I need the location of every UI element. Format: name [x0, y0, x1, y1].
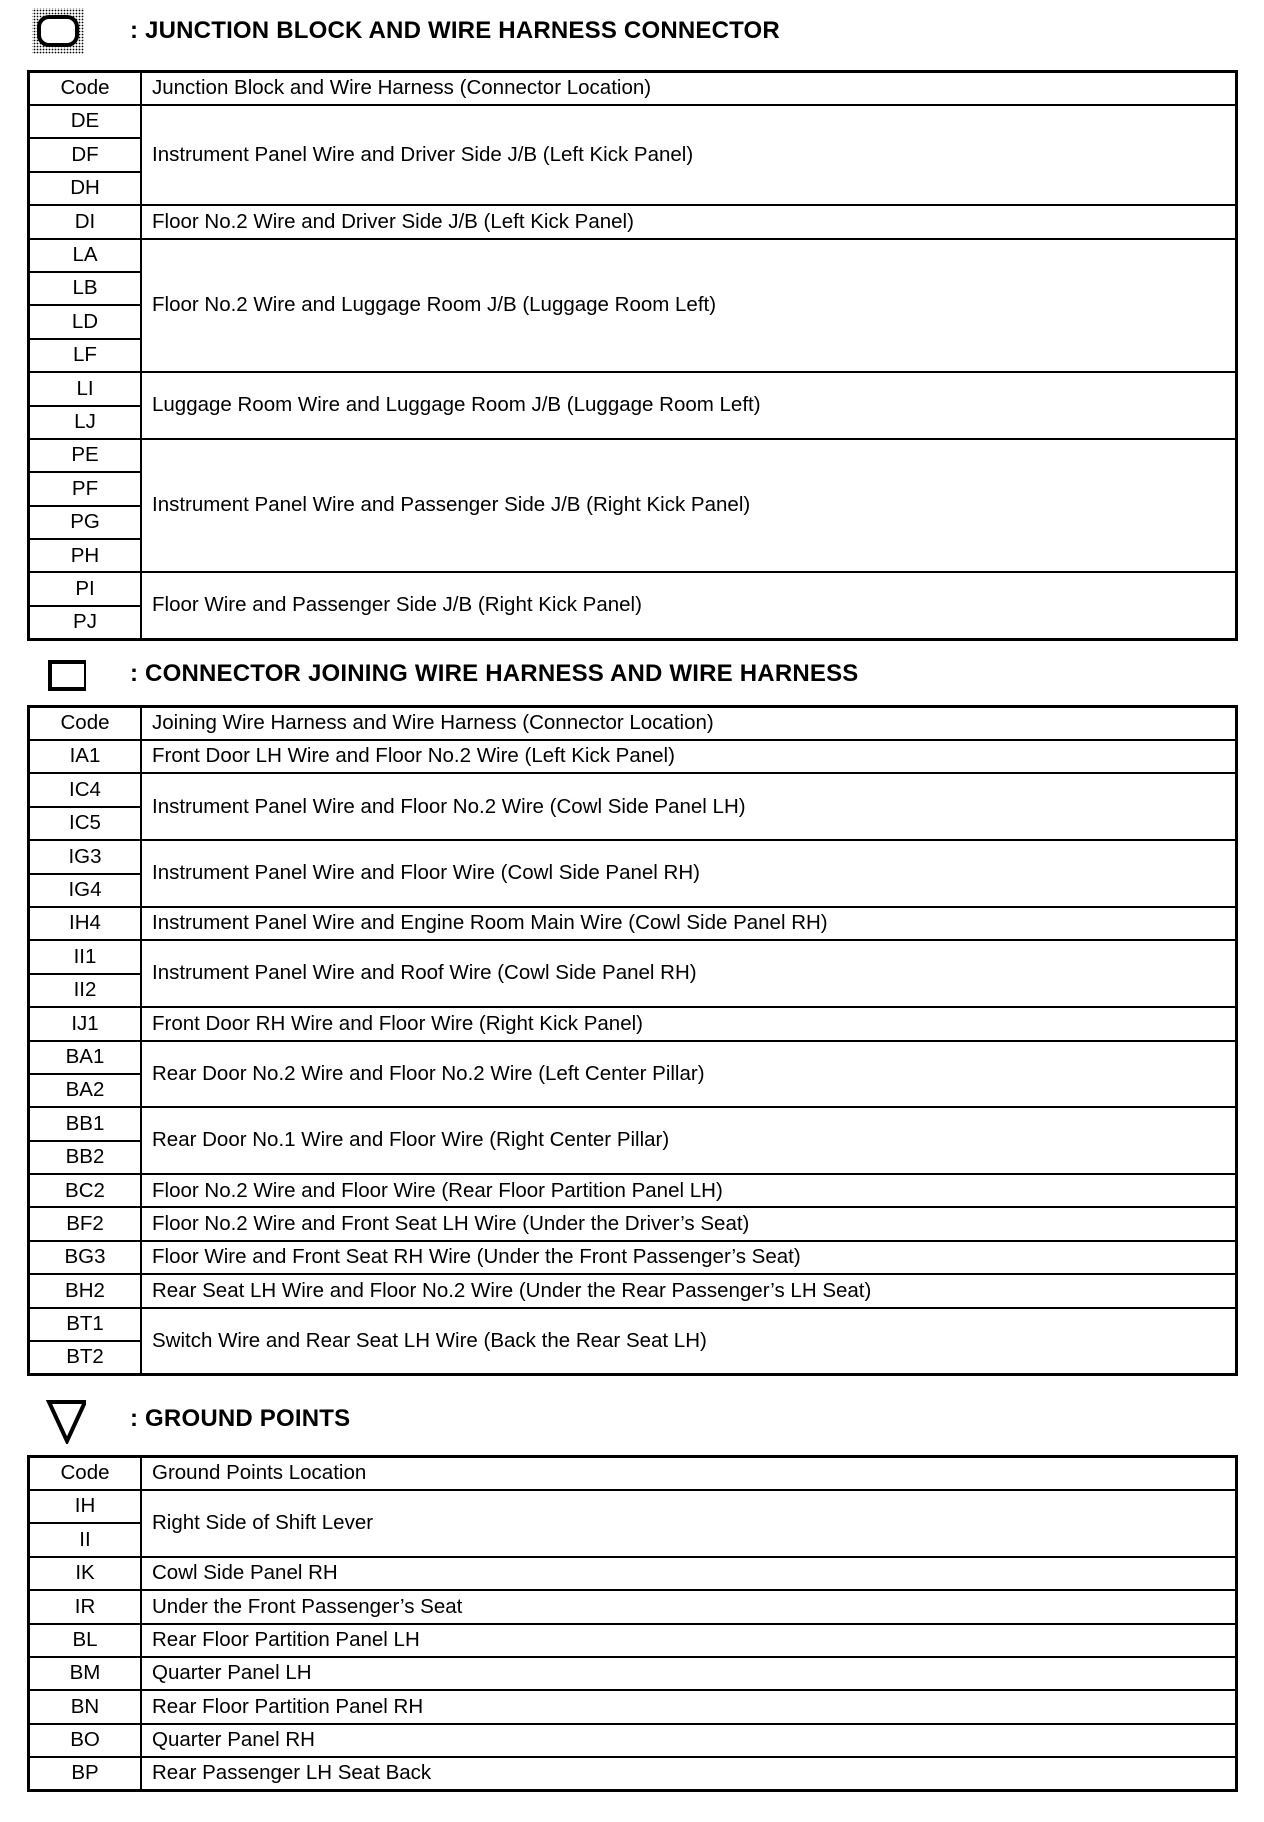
code-cell: LI	[29, 372, 142, 405]
code-cell: PG	[29, 506, 142, 539]
code-cell: IC4	[29, 773, 142, 806]
table-row	[29, 1241, 1237, 1274]
code-cell: PE	[29, 439, 142, 472]
code-cell: PF	[29, 472, 142, 505]
table-row	[29, 1490, 1237, 1523]
code-cell: PJ	[29, 606, 142, 639]
location-cell: Floor No.2 Wire and Front Seat LH Wire (Under the Driver’s Seat)	[141, 1207, 1237, 1240]
table-row	[29, 1174, 1237, 1207]
code-cell: BO	[29, 1724, 142, 1757]
location-cell: Rear Door No.1 Wire and Floor Wire (Right Center Pillar)	[141, 1107, 1237, 1174]
code-cell: BG3	[29, 1241, 142, 1274]
table-row	[29, 1007, 1237, 1040]
header-code: Code	[29, 1457, 142, 1491]
location-cell: Right Side of Shift Lever	[141, 1490, 1237, 1557]
table-row	[29, 1557, 1237, 1590]
table-row	[29, 740, 1237, 773]
code-cell: IR	[29, 1590, 142, 1623]
code-cell: LD	[29, 305, 142, 338]
table-row	[29, 1624, 1237, 1657]
code-cell: IK	[29, 1557, 142, 1590]
table-row	[29, 1724, 1237, 1757]
code-cell: BH2	[29, 1274, 142, 1307]
ground-points-table	[27, 1455, 1238, 1792]
header-location: Joining Wire Harness and Wire Harness (Connector Location)	[141, 707, 1237, 741]
table-row	[29, 1590, 1237, 1623]
code-cell: BB2	[29, 1141, 142, 1174]
location-cell: Quarter Panel RH	[141, 1724, 1237, 1757]
code-cell: BN	[29, 1690, 142, 1723]
code-cell: BC2	[29, 1174, 142, 1207]
connector-table	[27, 705, 1238, 1376]
location-cell: Floor Wire and Front Seat RH Wire (Under the Front Passenger’s Seat)	[141, 1241, 1237, 1274]
table-row	[29, 239, 1237, 272]
location-cell: Cowl Side Panel RH	[141, 1557, 1237, 1590]
location-cell: Instrument Panel Wire and Floor Wire (Cowl Side Panel RH)	[141, 840, 1237, 907]
location-cell: Instrument Panel Wire and Floor No.2 Wire (Cowl Side Panel LH)	[141, 773, 1237, 840]
header-location: Ground Points Location	[141, 1457, 1237, 1491]
code-cell: IH4	[29, 907, 142, 940]
location-cell: Rear Floor Partition Panel LH	[141, 1624, 1237, 1657]
header-location: Junction Block and Wire Harness (Connector Location)	[141, 72, 1237, 106]
code-cell: DI	[29, 205, 142, 238]
location-cell: Rear Door No.2 Wire and Floor No.2 Wire (Left Center Pillar)	[141, 1041, 1237, 1108]
code-cell: II2	[29, 974, 142, 1007]
location-cell: Floor Wire and Passenger Side J/B (Right Kick Panel)	[141, 572, 1237, 639]
location-cell: Floor No.2 Wire and Luggage Room J/B (Luggage Room Left)	[141, 239, 1237, 373]
section2-heading	[30, 649, 859, 699]
code-cell: BA2	[29, 1074, 142, 1107]
code-cell: BL	[29, 1624, 142, 1657]
code-cell: BT2	[29, 1341, 142, 1374]
code-cell: BP	[29, 1757, 142, 1790]
table-row	[29, 205, 1237, 238]
location-cell: Instrument Panel Wire and Driver Side J/B (Left Kick Panel)	[141, 105, 1237, 205]
code-cell: IG3	[29, 840, 142, 873]
code-cell: PI	[29, 572, 142, 605]
table-row	[29, 840, 1237, 873]
location-cell: Instrument Panel Wire and Engine Room Main Wire (Cowl Side Panel RH)	[141, 907, 1237, 940]
code-cell: PH	[29, 539, 142, 572]
table-row	[29, 1757, 1237, 1790]
code-cell: BA1	[29, 1041, 142, 1074]
location-cell: Quarter Panel LH	[141, 1657, 1237, 1690]
table-row	[29, 773, 1237, 806]
code-cell: LF	[29, 339, 142, 372]
table-row	[29, 439, 1237, 472]
location-cell: Rear Passenger LH Seat Back	[141, 1757, 1237, 1790]
code-cell: BB1	[29, 1107, 142, 1140]
section2-title: : CONNECTOR JOINING WIRE HARNESS AND WIRE HARNESS	[130, 660, 859, 687]
code-cell: LA	[29, 239, 142, 272]
table-header-row	[29, 72, 1237, 106]
code-cell: II	[29, 1523, 142, 1556]
location-cell: Rear Floor Partition Panel RH	[141, 1690, 1237, 1723]
location-cell: Instrument Panel Wire and Passenger Side J/B (Right Kick Panel)	[141, 439, 1237, 573]
code-cell: LJ	[29, 406, 142, 439]
code-cell: LB	[29, 272, 142, 305]
code-cell: IJ1	[29, 1007, 142, 1040]
code-cell: II1	[29, 940, 142, 973]
location-cell: Floor No.2 Wire and Driver Side J/B (Left Kick Panel)	[141, 205, 1237, 238]
section1-title: : JUNCTION BLOCK AND WIRE HARNESS CONNECTOR	[130, 17, 780, 44]
code-cell: BF2	[29, 1207, 142, 1240]
code-cell: IC5	[29, 807, 142, 840]
table-row	[29, 907, 1237, 940]
table-header-row	[29, 1457, 1237, 1491]
code-cell: DE	[29, 105, 142, 138]
table-row	[29, 1274, 1237, 1307]
table-row	[29, 1107, 1237, 1140]
table-row	[29, 372, 1237, 405]
location-cell: Rear Seat LH Wire and Floor No.2 Wire (Under the Rear Passenger’s LH Seat)	[141, 1274, 1237, 1307]
table-row	[29, 572, 1237, 605]
location-cell: Switch Wire and Rear Seat LH Wire (Back the Rear Seat LH)	[141, 1308, 1237, 1375]
connector-square-icon	[30, 649, 102, 699]
code-cell: BT1	[29, 1308, 142, 1341]
table-row	[29, 940, 1237, 973]
section3-title: : GROUND POINTS	[130, 1405, 351, 1432]
section1-heading	[30, 6, 780, 56]
code-cell: IA1	[29, 740, 142, 773]
location-cell: Floor No.2 Wire and Floor Wire (Rear Floor Partition Panel LH)	[141, 1174, 1237, 1207]
code-cell: DF	[29, 138, 142, 171]
code-cell: DH	[29, 172, 142, 205]
code-cell: IG4	[29, 874, 142, 907]
section3-heading	[30, 1394, 350, 1444]
table-row	[29, 1657, 1237, 1690]
header-code: Code	[29, 707, 142, 741]
location-cell: Under the Front Passenger’s Seat	[141, 1590, 1237, 1623]
code-cell: BM	[29, 1657, 142, 1690]
table-row	[29, 1041, 1237, 1074]
location-cell: Luggage Room Wire and Luggage Room J/B (Luggage Room Left)	[141, 372, 1237, 439]
junction-block-icon	[30, 6, 102, 56]
ground-triangle-icon	[30, 1394, 102, 1444]
location-cell: Instrument Panel Wire and Roof Wire (Cowl Side Panel RH)	[141, 940, 1237, 1007]
location-cell: Front Door LH Wire and Floor No.2 Wire (Left Kick Panel)	[141, 740, 1237, 773]
header-code: Code	[29, 72, 142, 106]
junction-block-table	[27, 70, 1238, 641]
table-row	[29, 1690, 1237, 1723]
table-row	[29, 105, 1237, 138]
location-cell: Front Door RH Wire and Floor Wire (Right Kick Panel)	[141, 1007, 1237, 1040]
table-row	[29, 1308, 1237, 1341]
table-header-row	[29, 707, 1237, 741]
table-row	[29, 1207, 1237, 1240]
code-cell: IH	[29, 1490, 142, 1523]
